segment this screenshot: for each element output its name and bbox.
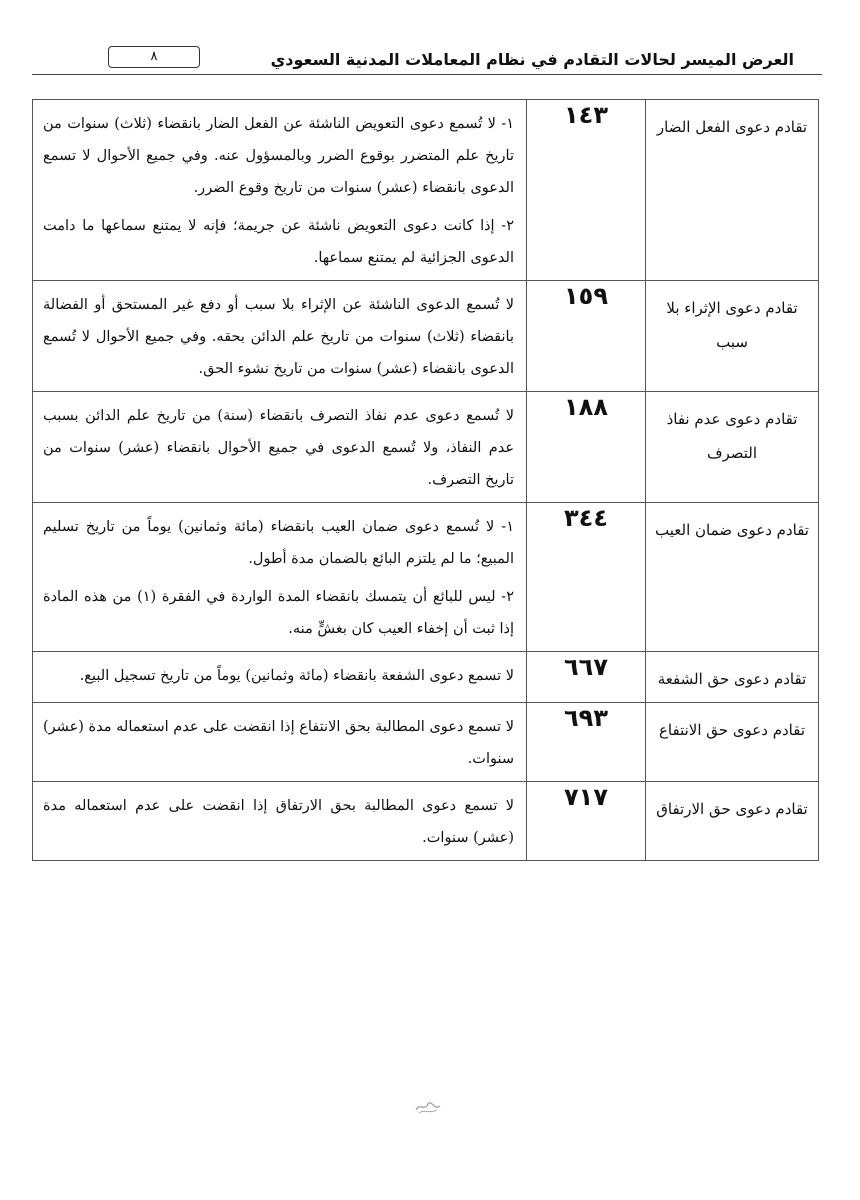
article-number: ٦٦٧ bbox=[527, 652, 646, 703]
document-title: العرض الميسر لحالات التقادم في نظام المعاملات المدنية السعودي bbox=[270, 50, 794, 69]
article-paragraph: ٢- إذا كانت دعوى التعويض ناشئة عن جريمة؛ فإنه لا يمتنع سماعها ما دامت الدعوى الجزائية لم يمتنع سماعها. bbox=[43, 218, 514, 266]
page-number: ٨ bbox=[108, 46, 200, 68]
article-number: ٧١٧ bbox=[527, 782, 646, 861]
article-text-cell bbox=[33, 652, 527, 703]
article-paragraph: لا تسمع دعوى المطالبة بحق الانتفاع إذا انقضت على عدم استعماله مدة (عشر) سنوات. bbox=[43, 719, 514, 767]
article-paragraph: ١- لا تُسمع دعوى التعويض الناشئة عن الفعل الضار بانقضاء (ثلاث) سنوات من تاريخ علم المتضرر بوقوع الضرر وبالمسؤول عنه. وفي جميع الأحوال لا تسمع الدعوى بانقضاء (عشر) سنوات من تاريخ وقوع الضرر. bbox=[43, 116, 514, 196]
article-text-cell bbox=[33, 503, 527, 652]
articles-table bbox=[32, 99, 819, 861]
article-text-cell bbox=[33, 281, 527, 392]
article-paragraph: ١- لا تُسمع دعوى ضمان العيب بانقضاء (مائة وثمانين) يوماً من تاريخ تسليم المبيع؛ ما لم يلتزم البائع بالضمان مدة أطول. bbox=[43, 519, 514, 567]
topic-cell: تقادم دعوى حق الشفعة bbox=[646, 652, 819, 703]
topic-cell: تقادم دعوى حق الارتفاق bbox=[646, 782, 819, 861]
article-number: ٣٤٤ bbox=[527, 503, 646, 652]
page-header bbox=[32, 40, 822, 80]
article-text-cell bbox=[33, 703, 527, 782]
topic-cell: تقادم دعوى عدم نفاذ التصرف bbox=[646, 392, 819, 503]
article-number: ١٨٨ bbox=[527, 392, 646, 503]
topic-cell: تقادم دعوى الإثراء بلا سبب bbox=[646, 281, 819, 392]
article-number: ٦٩٣ bbox=[527, 703, 646, 782]
article-paragraph: لا تسمع دعوى الشفعة بانقضاء (مائة وثمانين) يوماً من تاريخ تسجيل البيع. bbox=[79, 668, 514, 684]
table-row bbox=[33, 392, 819, 503]
article-text-cell bbox=[33, 782, 527, 861]
table-row bbox=[33, 503, 819, 652]
table-row bbox=[33, 652, 819, 703]
article-text-cell bbox=[33, 392, 527, 503]
topic-cell: تقادم دعوى حق الانتفاع bbox=[646, 703, 819, 782]
table-row bbox=[33, 703, 819, 782]
topic-cell: تقادم دعوى ضمان العيب bbox=[646, 503, 819, 652]
article-paragraph: لا تُسمع الدعوى الناشئة عن الإثراء بلا سبب أو دفع غير المستحق أو الفضالة بانقضاء (ثلاث) سنوات من تاريخ علم الدائن بحقه. وفي جميع الأحوال لا تُسمع الدعوى بانقضاء (عشر) سنوات من تاريخ نشوء الحق. bbox=[43, 297, 514, 377]
article-paragraph: ٢- ليس للبائع أن يتمسك بانقضاء المدة الواردة في الفقرة (١) من هذه المادة إذا ثبت أن إخفاء العيب كان بغشٍّ منه. bbox=[43, 589, 514, 637]
article-paragraph: لا تسمع دعوى المطالبة بحق الارتفاق إذا انقضت على عدم استعماله مدة (عشر) سنوات. bbox=[43, 798, 514, 846]
article-number: ١٥٩ bbox=[527, 281, 646, 392]
table-row bbox=[33, 100, 819, 281]
footer-ornament-icon bbox=[413, 1098, 443, 1116]
article-paragraph: لا تُسمع دعوى عدم نفاذ التصرف بانقضاء (سنة) من تاريخ علم الدائن بسبب عدم النفاذ، ولا تُسمع الدعوى في جميع الأحوال بانقضاء (عشر) سنوات من تاريخ التصرف. bbox=[43, 408, 514, 488]
header-divider bbox=[32, 74, 822, 75]
table-row bbox=[33, 281, 819, 392]
topic-cell: تقادم دعوى الفعل الضار bbox=[646, 100, 819, 281]
article-number: ١٤٣ bbox=[527, 100, 646, 281]
articles-table-body bbox=[33, 100, 819, 861]
article-text-cell bbox=[33, 100, 527, 281]
table-row bbox=[33, 782, 819, 861]
